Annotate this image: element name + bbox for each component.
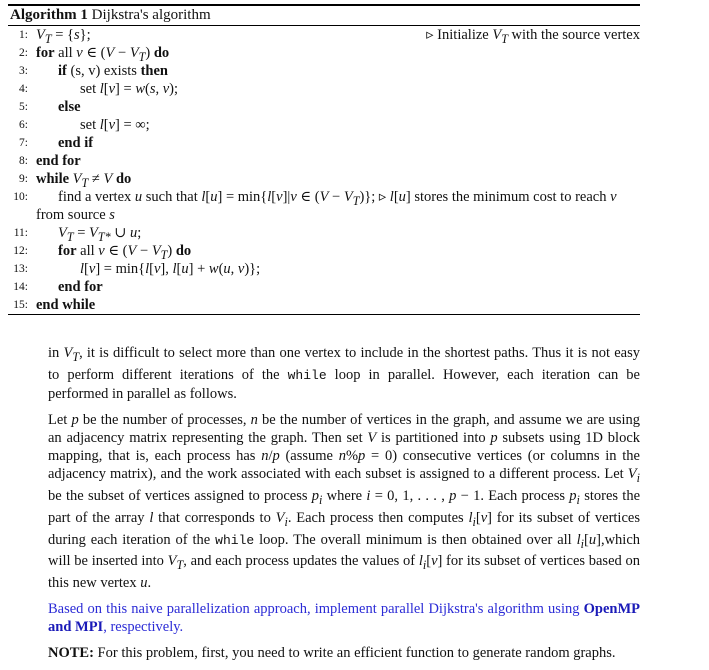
algorithm-line — [8, 242, 640, 260]
line-code: end for — [58, 279, 103, 295]
line-number: 5: — [19, 101, 28, 113]
line-code: set l[v] = ∞; — [80, 117, 150, 133]
line-code: for all v ∈ $(V - V_T)$ do — [36, 45, 170, 64]
algorithm-line — [8, 44, 640, 62]
algorithm-line — [8, 296, 640, 314]
line-comment: ▹ Initialize $V_T$ with the source vertex — [426, 27, 640, 46]
algorithm-line — [8, 26, 640, 44]
algorithm-lines — [8, 26, 640, 314]
line-code: end if — [58, 135, 94, 151]
line-number: 14: — [13, 281, 28, 293]
line-code: from source s — [36, 207, 115, 223]
line-number: 11: — [13, 227, 28, 239]
algorithm-label: Algorithm 1 — [10, 7, 88, 23]
algorithm-line — [8, 260, 640, 278]
paragraph-parallelization: Let p be the number of processes, n be the number of vertices in the graph, and assume we are using an adjacency matrix representing the graph. Then set V is partitioned into p subsets using 1D block mapping, that is, each process has n/p (assume n%p = 0) consecutive vertices (or columns in the adjacency matrix), and the work associated with each subset is assigned to a different process. Let $V_i$ be the subset of vertices assigned to process $p_i$ where i = 0, 1, . . . , p − 1. Each process $p_i$ stores the part of the array l that corresponds to $V_i$. Each process then computes $l_i[v]$ for its subset of vertices during each iteration of the while loop. The overall minimum is then obtained over all $l_i[u],which$ will be inserted into $V_T$, and each process updates the values of $l_i[v]$ for its subset of vertices based on this new vertex u. — [48, 411, 641, 592]
paragraph-note: NOTE: For this problem, first, you need to write an efficient function to generate random graphs. — [48, 645, 616, 662]
line-code: l[v] = min{l[v], l[u] + w(u, v)}; — [80, 261, 261, 277]
line-code: $V_T = \{s\}$; — [36, 27, 91, 46]
line-code: end while — [36, 297, 96, 313]
algorithm-line — [8, 188, 640, 206]
algorithm-line — [8, 170, 640, 188]
algorithm-caption — [8, 6, 640, 25]
line-code: find a vertex u such that l[u] = min{l[v]|v ∈ $(V - V_T)$}; ▹ l[u] stores the minimum cost to reach v — [58, 189, 617, 208]
line-number: 4: — [19, 83, 28, 95]
line-number: 6: — [19, 119, 28, 131]
line-code: $V_T = V_{T*}$ ∪ u; — [58, 225, 142, 244]
algorithm-block — [8, 4, 640, 315]
algorithm-line — [8, 206, 640, 224]
line-code: if (s, v) exists then — [58, 63, 168, 79]
algorithm-line — [8, 116, 640, 134]
algorithm-line — [8, 278, 640, 296]
algorithm-title: Dijkstra's algorithm — [91, 7, 211, 23]
line-number: 8: — [19, 155, 28, 167]
algorithm-line — [8, 62, 640, 80]
line-number: 15: — [13, 299, 28, 311]
paragraph-task: Based on this naive parallelization approach, implement parallel Dijkstra's algorithm using OpenMP and MPI, respectively. — [48, 601, 640, 636]
line-code: set l[v] = w(s, v); — [80, 81, 179, 97]
paragraph-intro: in $V_T$, it is difficult to select more than one vertex to include in the shortest paths. Thus it is not easy to perform different iterations of the while loop in parallel. However, each iteration can be performed in parallel as follows. — [48, 345, 641, 402]
algorithm-line — [8, 152, 640, 170]
algorithm-line — [8, 224, 640, 242]
line-code: for all v ∈ $(V - V_T)$ do — [58, 243, 192, 262]
line-number: 7: — [19, 137, 28, 149]
algorithm-line — [8, 134, 640, 152]
line-number: 9: — [19, 173, 28, 185]
line-number: 13: — [13, 263, 28, 275]
algorithm-line — [8, 98, 640, 116]
line-number: 2: — [19, 47, 28, 59]
algorithm-line — [8, 80, 640, 98]
line-code: else — [58, 99, 81, 115]
line-code: while $V_T \ne V$ do — [36, 171, 132, 190]
line-number: 1: — [19, 29, 28, 41]
body-text — [48, 344, 640, 670]
line-number: 10: — [13, 191, 28, 203]
algorithm-bottom-rule — [8, 314, 640, 315]
line-number: 3: — [19, 65, 28, 77]
line-number: 12: — [13, 245, 28, 257]
line-code: end for — [36, 153, 81, 169]
